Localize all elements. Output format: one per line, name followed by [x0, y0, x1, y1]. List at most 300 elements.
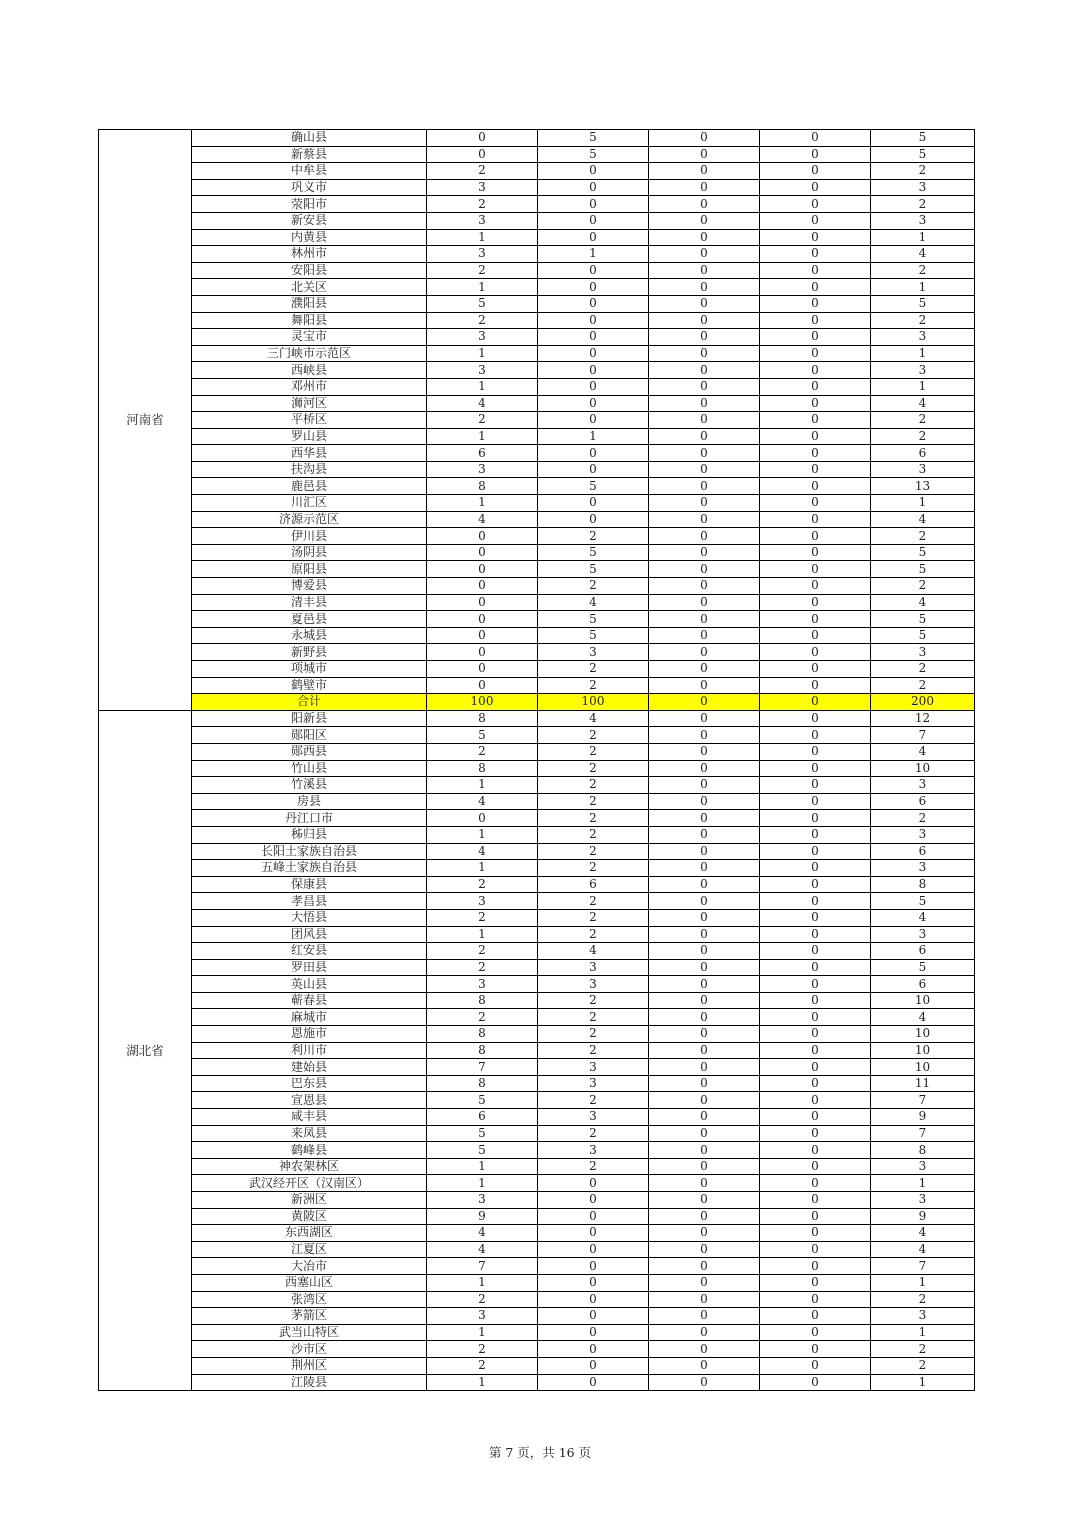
row-total-cell: 10 [871, 992, 975, 1009]
subtotal-value: 200 [871, 694, 975, 711]
value-cell-4: 0 [760, 561, 871, 578]
table-row [99, 876, 975, 893]
table-row [99, 594, 975, 611]
table-row [99, 777, 975, 794]
value-cell-2: 2 [538, 528, 649, 545]
value-cell-4: 0 [760, 1175, 871, 1192]
row-total-cell: 3 [871, 329, 975, 346]
value-cell-2: 2 [538, 677, 649, 694]
row-total-cell: 4 [871, 743, 975, 760]
row-total-cell: 3 [871, 1192, 975, 1209]
value-cell-3: 0 [649, 661, 760, 678]
value-cell-3: 0 [649, 644, 760, 661]
row-total-cell: 3 [871, 461, 975, 478]
row-total-cell: 3 [871, 362, 975, 379]
value-cell-3: 0 [649, 1042, 760, 1059]
value-cell-3: 0 [649, 478, 760, 495]
value-cell-3: 0 [649, 793, 760, 810]
table-row [99, 1125, 975, 1142]
value-cell-4: 0 [760, 959, 871, 976]
row-total-cell: 8 [871, 1142, 975, 1159]
row-total-cell: 2 [871, 1357, 975, 1374]
value-cell-1: 2 [427, 909, 538, 926]
value-cell-4: 0 [760, 578, 871, 595]
county-cell: 来凤县 [192, 1125, 427, 1142]
table-row [99, 611, 975, 628]
value-cell-1: 3 [427, 329, 538, 346]
row-total-cell: 1 [871, 378, 975, 395]
value-cell-3: 0 [649, 743, 760, 760]
value-cell-3: 0 [649, 378, 760, 395]
county-cell: 新蔡县 [192, 146, 427, 163]
page-footer: 第 7 页，共 16 页 [488, 1445, 592, 1460]
table-row [99, 528, 975, 545]
value-cell-1: 9 [427, 1208, 538, 1225]
row-total-cell: 5 [871, 893, 975, 910]
value-cell-4: 0 [760, 1026, 871, 1043]
table-row [99, 1274, 975, 1291]
value-cell-2: 1 [538, 428, 649, 445]
row-total-cell: 5 [871, 146, 975, 163]
value-cell-2: 0 [538, 345, 649, 362]
value-cell-1: 1 [427, 926, 538, 943]
value-cell-4: 0 [760, 528, 871, 545]
value-cell-2: 2 [538, 743, 649, 760]
value-cell-4: 0 [760, 926, 871, 943]
value-cell-4: 0 [760, 1258, 871, 1275]
county-cell: 荆州区 [192, 1357, 427, 1374]
county-cell: 利川市 [192, 1042, 427, 1059]
value-cell-3: 0 [649, 262, 760, 279]
value-cell-2: 2 [538, 1026, 649, 1043]
value-cell-3: 0 [649, 578, 760, 595]
row-total-cell: 2 [871, 412, 975, 429]
row-total-cell: 3 [871, 777, 975, 794]
value-cell-1: 4 [427, 395, 538, 412]
value-cell-4: 0 [760, 611, 871, 628]
value-cell-2: 0 [538, 362, 649, 379]
table-row [99, 1042, 975, 1059]
county-cell: 恩施市 [192, 1026, 427, 1043]
table-row [99, 262, 975, 279]
value-cell-1: 5 [427, 1142, 538, 1159]
value-cell-2: 3 [538, 644, 649, 661]
table-row [99, 893, 975, 910]
value-cell-3: 0 [649, 976, 760, 993]
table-row [99, 461, 975, 478]
value-cell-3: 0 [649, 1158, 760, 1175]
table-row [99, 511, 975, 528]
county-cell: 新安县 [192, 212, 427, 229]
value-cell-3: 0 [649, 893, 760, 910]
subtotal-label: 合计 [192, 694, 427, 711]
value-cell-1: 5 [427, 295, 538, 312]
table-row [99, 976, 975, 993]
value-cell-2: 3 [538, 959, 649, 976]
value-cell-1: 2 [427, 1009, 538, 1026]
value-cell-4: 0 [760, 1075, 871, 1092]
value-cell-3: 0 [649, 777, 760, 794]
value-cell-4: 0 [760, 1109, 871, 1126]
row-total-cell: 4 [871, 511, 975, 528]
value-cell-4: 0 [760, 727, 871, 744]
county-cell: 麻城市 [192, 1009, 427, 1026]
value-cell-1: 2 [427, 1341, 538, 1358]
value-cell-1: 5 [427, 727, 538, 744]
value-cell-3: 0 [649, 992, 760, 1009]
value-cell-2: 1 [538, 246, 649, 263]
value-cell-2: 2 [538, 1158, 649, 1175]
county-cell: 咸丰县 [192, 1109, 427, 1126]
value-cell-2: 2 [538, 909, 649, 926]
row-total-cell: 2 [871, 677, 975, 694]
value-cell-1: 0 [427, 810, 538, 827]
value-cell-4: 0 [760, 743, 871, 760]
value-cell-4: 0 [760, 1291, 871, 1308]
county-cell: 博爱县 [192, 578, 427, 595]
table-row [99, 544, 975, 561]
value-cell-2: 2 [538, 1009, 649, 1026]
value-cell-4: 0 [760, 279, 871, 296]
value-cell-1: 0 [427, 677, 538, 694]
table-row [99, 362, 975, 379]
table-row [99, 1308, 975, 1325]
value-cell-4: 0 [760, 428, 871, 445]
county-cell: 茅箭区 [192, 1308, 427, 1325]
subtotal-value: 100 [538, 694, 649, 711]
value-cell-3: 0 [649, 163, 760, 180]
table-row [99, 312, 975, 329]
table-row [99, 860, 975, 877]
value-cell-2: 0 [538, 511, 649, 528]
value-cell-1: 0 [427, 611, 538, 628]
value-cell-2: 0 [538, 445, 649, 462]
value-cell-1: 2 [427, 943, 538, 960]
value-cell-1: 8 [427, 478, 538, 495]
row-total-cell: 5 [871, 130, 975, 147]
row-total-cell: 6 [871, 976, 975, 993]
value-cell-1: 0 [427, 578, 538, 595]
value-cell-1: 8 [427, 760, 538, 777]
row-total-cell: 4 [871, 1225, 975, 1242]
value-cell-2: 0 [538, 1341, 649, 1358]
county-cell: 扶沟县 [192, 461, 427, 478]
county-cell: 新野县 [192, 644, 427, 661]
table-row [99, 743, 975, 760]
value-cell-2: 0 [538, 196, 649, 213]
county-cell: 东西湖区 [192, 1225, 427, 1242]
table-row [99, 345, 975, 362]
row-total-cell: 13 [871, 478, 975, 495]
row-total-cell: 2 [871, 262, 975, 279]
table-row [99, 428, 975, 445]
county-cell: 红安县 [192, 943, 427, 960]
county-cell: 西华县 [192, 445, 427, 462]
value-cell-3: 0 [649, 1142, 760, 1159]
table-row [99, 1092, 975, 1109]
value-cell-4: 0 [760, 378, 871, 395]
table-row [99, 810, 975, 827]
value-cell-1: 7 [427, 1258, 538, 1275]
value-cell-4: 0 [760, 1092, 871, 1109]
value-cell-1: 3 [427, 893, 538, 910]
county-cell: 黄陂区 [192, 1208, 427, 1225]
value-cell-1: 2 [427, 1291, 538, 1308]
value-cell-3: 0 [649, 312, 760, 329]
value-cell-4: 0 [760, 312, 871, 329]
value-cell-1: 0 [427, 594, 538, 611]
value-cell-1: 1 [427, 860, 538, 877]
county-cell: 大悟县 [192, 909, 427, 926]
value-cell-3: 0 [649, 445, 760, 462]
row-total-cell: 12 [871, 710, 975, 727]
value-cell-3: 0 [649, 926, 760, 943]
value-cell-1: 1 [427, 279, 538, 296]
value-cell-2: 0 [538, 1357, 649, 1374]
table-row [99, 1175, 975, 1192]
value-cell-2: 4 [538, 594, 649, 611]
value-cell-1: 4 [427, 843, 538, 860]
value-cell-2: 0 [538, 1175, 649, 1192]
county-cell: 川汇区 [192, 495, 427, 512]
row-total-cell: 1 [871, 1324, 975, 1341]
value-cell-1: 1 [427, 1374, 538, 1391]
value-cell-4: 0 [760, 909, 871, 926]
county-cell: 神农架林区 [192, 1158, 427, 1175]
row-total-cell: 7 [871, 727, 975, 744]
value-cell-1: 3 [427, 362, 538, 379]
value-cell-4: 0 [760, 412, 871, 429]
table-row [99, 1341, 975, 1358]
value-cell-1: 6 [427, 445, 538, 462]
value-cell-4: 0 [760, 1374, 871, 1391]
county-cell: 秭归县 [192, 826, 427, 843]
row-total-cell: 2 [871, 528, 975, 545]
value-cell-2: 4 [538, 710, 649, 727]
value-cell-4: 0 [760, 345, 871, 362]
value-cell-3: 0 [649, 1324, 760, 1341]
value-cell-4: 0 [760, 246, 871, 263]
value-cell-4: 0 [760, 1042, 871, 1059]
table-row [99, 445, 975, 462]
value-cell-4: 0 [760, 362, 871, 379]
county-cell: 三门峡市示范区 [192, 345, 427, 362]
value-cell-2: 5 [538, 611, 649, 628]
county-cell: 罗山县 [192, 428, 427, 445]
county-cell: 新洲区 [192, 1192, 427, 1209]
value-cell-2: 0 [538, 1258, 649, 1275]
county-cell: 平桥区 [192, 412, 427, 429]
table-row [99, 760, 975, 777]
value-cell-4: 0 [760, 760, 871, 777]
row-total-cell: 10 [871, 1059, 975, 1076]
county-cell: 鹤峰县 [192, 1142, 427, 1159]
county-cell: 房县 [192, 793, 427, 810]
value-cell-2: 2 [538, 893, 649, 910]
value-cell-4: 0 [760, 329, 871, 346]
county-cell: 鹿邑县 [192, 478, 427, 495]
row-total-cell: 1 [871, 1374, 975, 1391]
value-cell-4: 0 [760, 1241, 871, 1258]
county-cell: 罗田县 [192, 959, 427, 976]
county-cell: 团风县 [192, 926, 427, 943]
value-cell-3: 0 [649, 909, 760, 926]
value-cell-4: 0 [760, 627, 871, 644]
table-row [99, 378, 975, 395]
value-cell-3: 0 [649, 727, 760, 744]
value-cell-1: 1 [427, 826, 538, 843]
value-cell-4: 0 [760, 1324, 871, 1341]
value-cell-1: 3 [427, 1308, 538, 1325]
table-row [99, 212, 975, 229]
value-cell-3: 0 [649, 627, 760, 644]
value-cell-4: 0 [760, 163, 871, 180]
subtotal-value: 0 [649, 694, 760, 711]
value-cell-4: 0 [760, 810, 871, 827]
value-cell-2: 0 [538, 1374, 649, 1391]
county-cell: 原阳县 [192, 561, 427, 578]
row-total-cell: 7 [871, 1125, 975, 1142]
value-cell-3: 0 [649, 1026, 760, 1043]
county-cell: 内黄县 [192, 229, 427, 246]
value-cell-1: 2 [427, 876, 538, 893]
value-cell-2: 3 [538, 1059, 649, 1076]
table-row [99, 1258, 975, 1275]
table-row [99, 395, 975, 412]
value-cell-2: 2 [538, 727, 649, 744]
county-cell: 竹山县 [192, 760, 427, 777]
table-row [99, 1241, 975, 1258]
value-cell-3: 0 [649, 826, 760, 843]
value-cell-3: 0 [649, 1009, 760, 1026]
row-total-cell: 1 [871, 229, 975, 246]
value-cell-4: 0 [760, 1192, 871, 1209]
value-cell-2: 0 [538, 179, 649, 196]
row-total-cell: 2 [871, 1291, 975, 1308]
table-row [99, 1158, 975, 1175]
county-cell: 巩义市 [192, 179, 427, 196]
row-total-cell: 2 [871, 578, 975, 595]
county-cell: 武当山特区 [192, 1324, 427, 1341]
value-cell-1: 6 [427, 1109, 538, 1126]
table-row [99, 627, 975, 644]
county-cell: 建始县 [192, 1059, 427, 1076]
value-cell-4: 0 [760, 644, 871, 661]
row-total-cell: 3 [871, 1308, 975, 1325]
county-cell: 林州市 [192, 246, 427, 263]
county-cell: 保康县 [192, 876, 427, 893]
table-row [99, 1225, 975, 1242]
value-cell-4: 0 [760, 1142, 871, 1159]
value-cell-4: 0 [760, 1059, 871, 1076]
county-cell: 五峰土家族自治县 [192, 860, 427, 877]
county-cell: 张湾区 [192, 1291, 427, 1308]
value-cell-4: 0 [760, 594, 871, 611]
value-cell-3: 0 [649, 1059, 760, 1076]
value-cell-1: 3 [427, 179, 538, 196]
value-cell-2: 6 [538, 876, 649, 893]
table-row [99, 943, 975, 960]
value-cell-2: 0 [538, 1208, 649, 1225]
county-cell: 宣恩县 [192, 1092, 427, 1109]
value-cell-3: 0 [649, 943, 760, 960]
value-cell-3: 0 [649, 544, 760, 561]
value-cell-3: 0 [649, 1357, 760, 1374]
value-cell-4: 0 [760, 793, 871, 810]
table-row [99, 229, 975, 246]
table-row [99, 959, 975, 976]
value-cell-1: 4 [427, 1225, 538, 1242]
row-total-cell: 5 [871, 561, 975, 578]
province-cell: 湖北省 [99, 710, 192, 1390]
county-cell: 汤阴县 [192, 544, 427, 561]
value-cell-2: 2 [538, 1125, 649, 1142]
value-cell-4: 0 [760, 992, 871, 1009]
value-cell-4: 0 [760, 860, 871, 877]
county-cell: 邓州市 [192, 378, 427, 395]
table-row [99, 793, 975, 810]
row-total-cell: 10 [871, 760, 975, 777]
value-cell-1: 8 [427, 1075, 538, 1092]
county-cell: 濮阳县 [192, 295, 427, 312]
value-cell-4: 0 [760, 1274, 871, 1291]
table-row [99, 661, 975, 678]
row-total-cell: 4 [871, 1241, 975, 1258]
row-total-cell: 4 [871, 246, 975, 263]
value-cell-4: 0 [760, 262, 871, 279]
value-cell-4: 0 [760, 710, 871, 727]
value-cell-3: 0 [649, 1075, 760, 1092]
county-cell: 英山县 [192, 976, 427, 993]
table-row [99, 295, 975, 312]
value-cell-3: 0 [649, 810, 760, 827]
county-cell: 沙市区 [192, 1341, 427, 1358]
row-total-cell: 8 [871, 876, 975, 893]
table-row [99, 561, 975, 578]
value-cell-1: 1 [427, 1158, 538, 1175]
value-cell-2: 0 [538, 1291, 649, 1308]
table-row [99, 146, 975, 163]
table-row [99, 1357, 975, 1374]
value-cell-2: 0 [538, 461, 649, 478]
value-cell-3: 0 [649, 495, 760, 512]
value-cell-3: 0 [649, 1258, 760, 1275]
table-body [99, 130, 975, 1391]
value-cell-2: 0 [538, 1241, 649, 1258]
county-cell: 竹溪县 [192, 777, 427, 794]
value-cell-2: 0 [538, 229, 649, 246]
value-cell-3: 0 [649, 428, 760, 445]
value-cell-3: 0 [649, 345, 760, 362]
row-total-cell: 2 [871, 661, 975, 678]
value-cell-1: 0 [427, 528, 538, 545]
table-row [99, 1009, 975, 1026]
table-row [99, 710, 975, 727]
table-row [99, 163, 975, 180]
value-cell-3: 0 [649, 1208, 760, 1225]
value-cell-2: 2 [538, 992, 649, 1009]
row-total-cell: 1 [871, 1175, 975, 1192]
value-cell-1: 2 [427, 196, 538, 213]
value-cell-3: 0 [649, 677, 760, 694]
row-total-cell: 2 [871, 312, 975, 329]
county-cell: 西塞山区 [192, 1274, 427, 1291]
value-cell-4: 0 [760, 876, 871, 893]
value-cell-1: 3 [427, 461, 538, 478]
county-cell: 阳新县 [192, 710, 427, 727]
value-cell-2: 0 [538, 163, 649, 180]
value-cell-1: 0 [427, 544, 538, 561]
